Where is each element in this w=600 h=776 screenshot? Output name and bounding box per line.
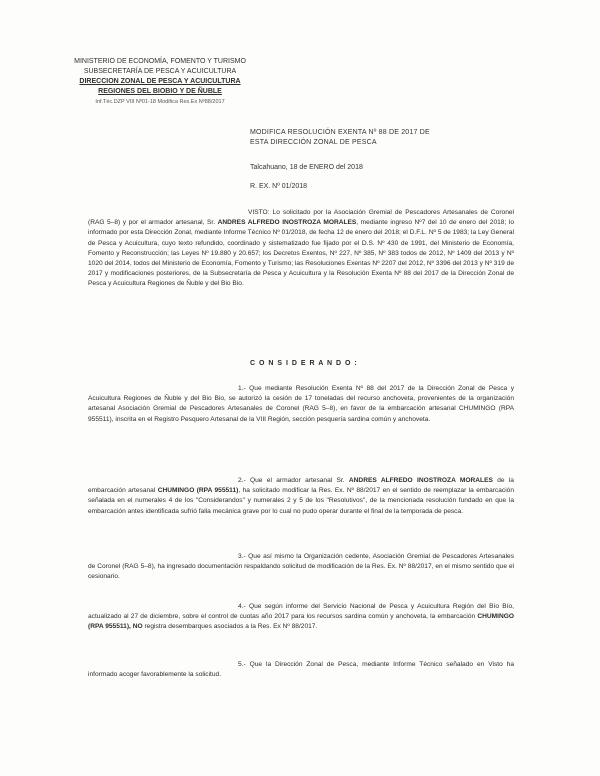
subject-line-2: ESTA DIRECCIÓN ZONAL DE PESCA [250,139,377,146]
considerando-3 [88,552,514,583]
c2-boat: CHUMINGO (RPA 955511) [157,487,239,495]
subject-line-1: MODIFICA RESOLUCIÓN EXENTA Nº 88 DE 2017 DE [250,129,430,136]
c1-organization: Asociación Gremial de Pescadores Artesanales de Coronel [117,405,300,413]
c1-text-1: 1.- Que mediante Resolución Exenta Nº 88 del 2017 de la Dirección Zonal de Pesca y Acuicultura Regiones de Ñuble y del Bio Bio, se autorizó la cesión de 17 toneladas del recurso anchoveta, provenientes de la organización artesanal [88,385,514,413]
visto-text-2: , mediante ingreso Nº7 del 10 de enero del 2018; lo informado por esta Dirección Zonal, mediante Informe Técnico Nº 01/2018, de fecha 12 de enero del 2018; el D.F.L. Nº 5 de 1983; la Ley General de Pesca y Acuicultura, cuyo texto refundido, coordinado y sistematizado fue fijado por el D.S. Nº 430 de 1991, del Ministerio de Economía, Fomento y Reconstrucción; las Leyes Nº 19.880 y 20.657; los Decretos Exentos, Nº 227, Nº 385, Nº 383 todos de 2012, Nº 1409 del 2013 y Nº 1020 del 2014, todos del Ministerio de Economía, Fomento y Turismo; las Resoluciones Exentas Nº 2207 del 2012, Nº 3396 del 2013 y Nº 319 de 2017 y modificaciones posteriores, de la Subsecretaría de Pesca y Acuicultura y la Resolución Exenta Nº 88 del 2017 de la Dirección Zonal de Pesca y Acuicultura Regiones de Ñuble y del Bio Bio. [88,219,514,288]
considerando-4 [88,602,514,633]
resolution-subject [250,128,450,148]
visto-label: VISTO: [248,209,270,216]
letterhead-direccion: DIRECCION ZONAL DE PESCA Y ACUICULTURA [79,78,241,85]
letterhead-regiones: REGIONES DEL BIOBIO Y DE ÑUBLE [98,88,222,95]
considerando-5 [88,660,514,680]
c2-armador-name: ANDRES ALFREDO INOSTROZA MORALES [348,477,493,484]
considerando-2 [88,476,514,517]
c2-text-3: , ha solicitado modificar la Res. Ex. Nº 88/2017 en el sentido de reemplazar la embarcación señalada en el numerales 4 de los "Considerandos" y numerales 2 y 5 de los "Resolutivos", de la mencionada resolución fundado en que la embarcación antes identificada sufrió falla mecánica grave por lo cual no pudo operar durante el final de la temporada de pesca. [88,487,514,515]
letterhead-ministry: MINISTERIO DE ECONOMÍA, FOMENTO Y TURISMO [74,58,246,65]
c4-boat: CHUMINGO (RPA 955511), NO [88,613,514,631]
c2-text-2: de la embarcación artesanal [88,477,514,495]
considerando-title: C O N S I D E R A N D O : [250,360,358,367]
c3-text-2: (RAG 5–8), ha ingresado documentación respaldando solicitud de modificación de la Res. Ex. Nº 88/2017, en el mismo sentido que el cesionario. [88,563,515,581]
letterhead [60,57,260,107]
considerando-1 [88,384,514,425]
c1-text-2: (RAG 5–8), en favor de la embarcación artesanal CHUMINGO (RPA 955511), inscrita en el Registro Pesquero Artesanal de la VIII Región, sección pesquería sardina común y anchoveta. [88,405,515,423]
c4-text-2: registra desembarques asociados a la Res. Ex Nº 88/2017. [144,623,318,631]
c5-text-1: 5.- Que la Dirección Zonal de Pesca, mediante Informe Técnico señalado en Visto ha informado acoger favorablemente la solicitud. [88,661,514,679]
letterhead-reference: Inf.Téc.DZP VIII Nº01-18 Modifica Res.Ex Nº88/2017 [95,99,225,105]
visto-paragraph [88,208,514,290]
c4-text-1: 4.- Que según informe del Servicio Nacional de Pesca y Acuicultura Región del Bío Bío, actualizado al 27 de diciembre, sobre el control de cuotas año 2017 para los recursos sardina común y anchoveta, la embarcación [88,603,514,621]
letterhead-subsecretaria: SUBSECRETARÍA DE PESCA Y ACUICULTURA [83,68,237,75]
place-date: Talcahuano, 18 de ENERO del 2018 [250,164,363,171]
visto-text-1: Lo solicitado por la Asociación Gremial de Pescadores Artesanales de Coronel (RAG 5–8) y por el armador artesanal, Sr. [88,209,514,227]
resolution-number: R. EX. Nº 01/2018 [250,183,308,190]
c2-text-1: 2.- Que el armador artesanal Sr. [238,477,345,484]
visto-armador-name: ANDRES ALFREDO INOSTROZA MORALES [217,219,357,227]
c3-organization: Asociación Gremial de Pescadores Artesanales de Coronel [88,553,515,571]
c3-text-1: 3.- Que así mismo la Organización cedente, [238,553,371,560]
